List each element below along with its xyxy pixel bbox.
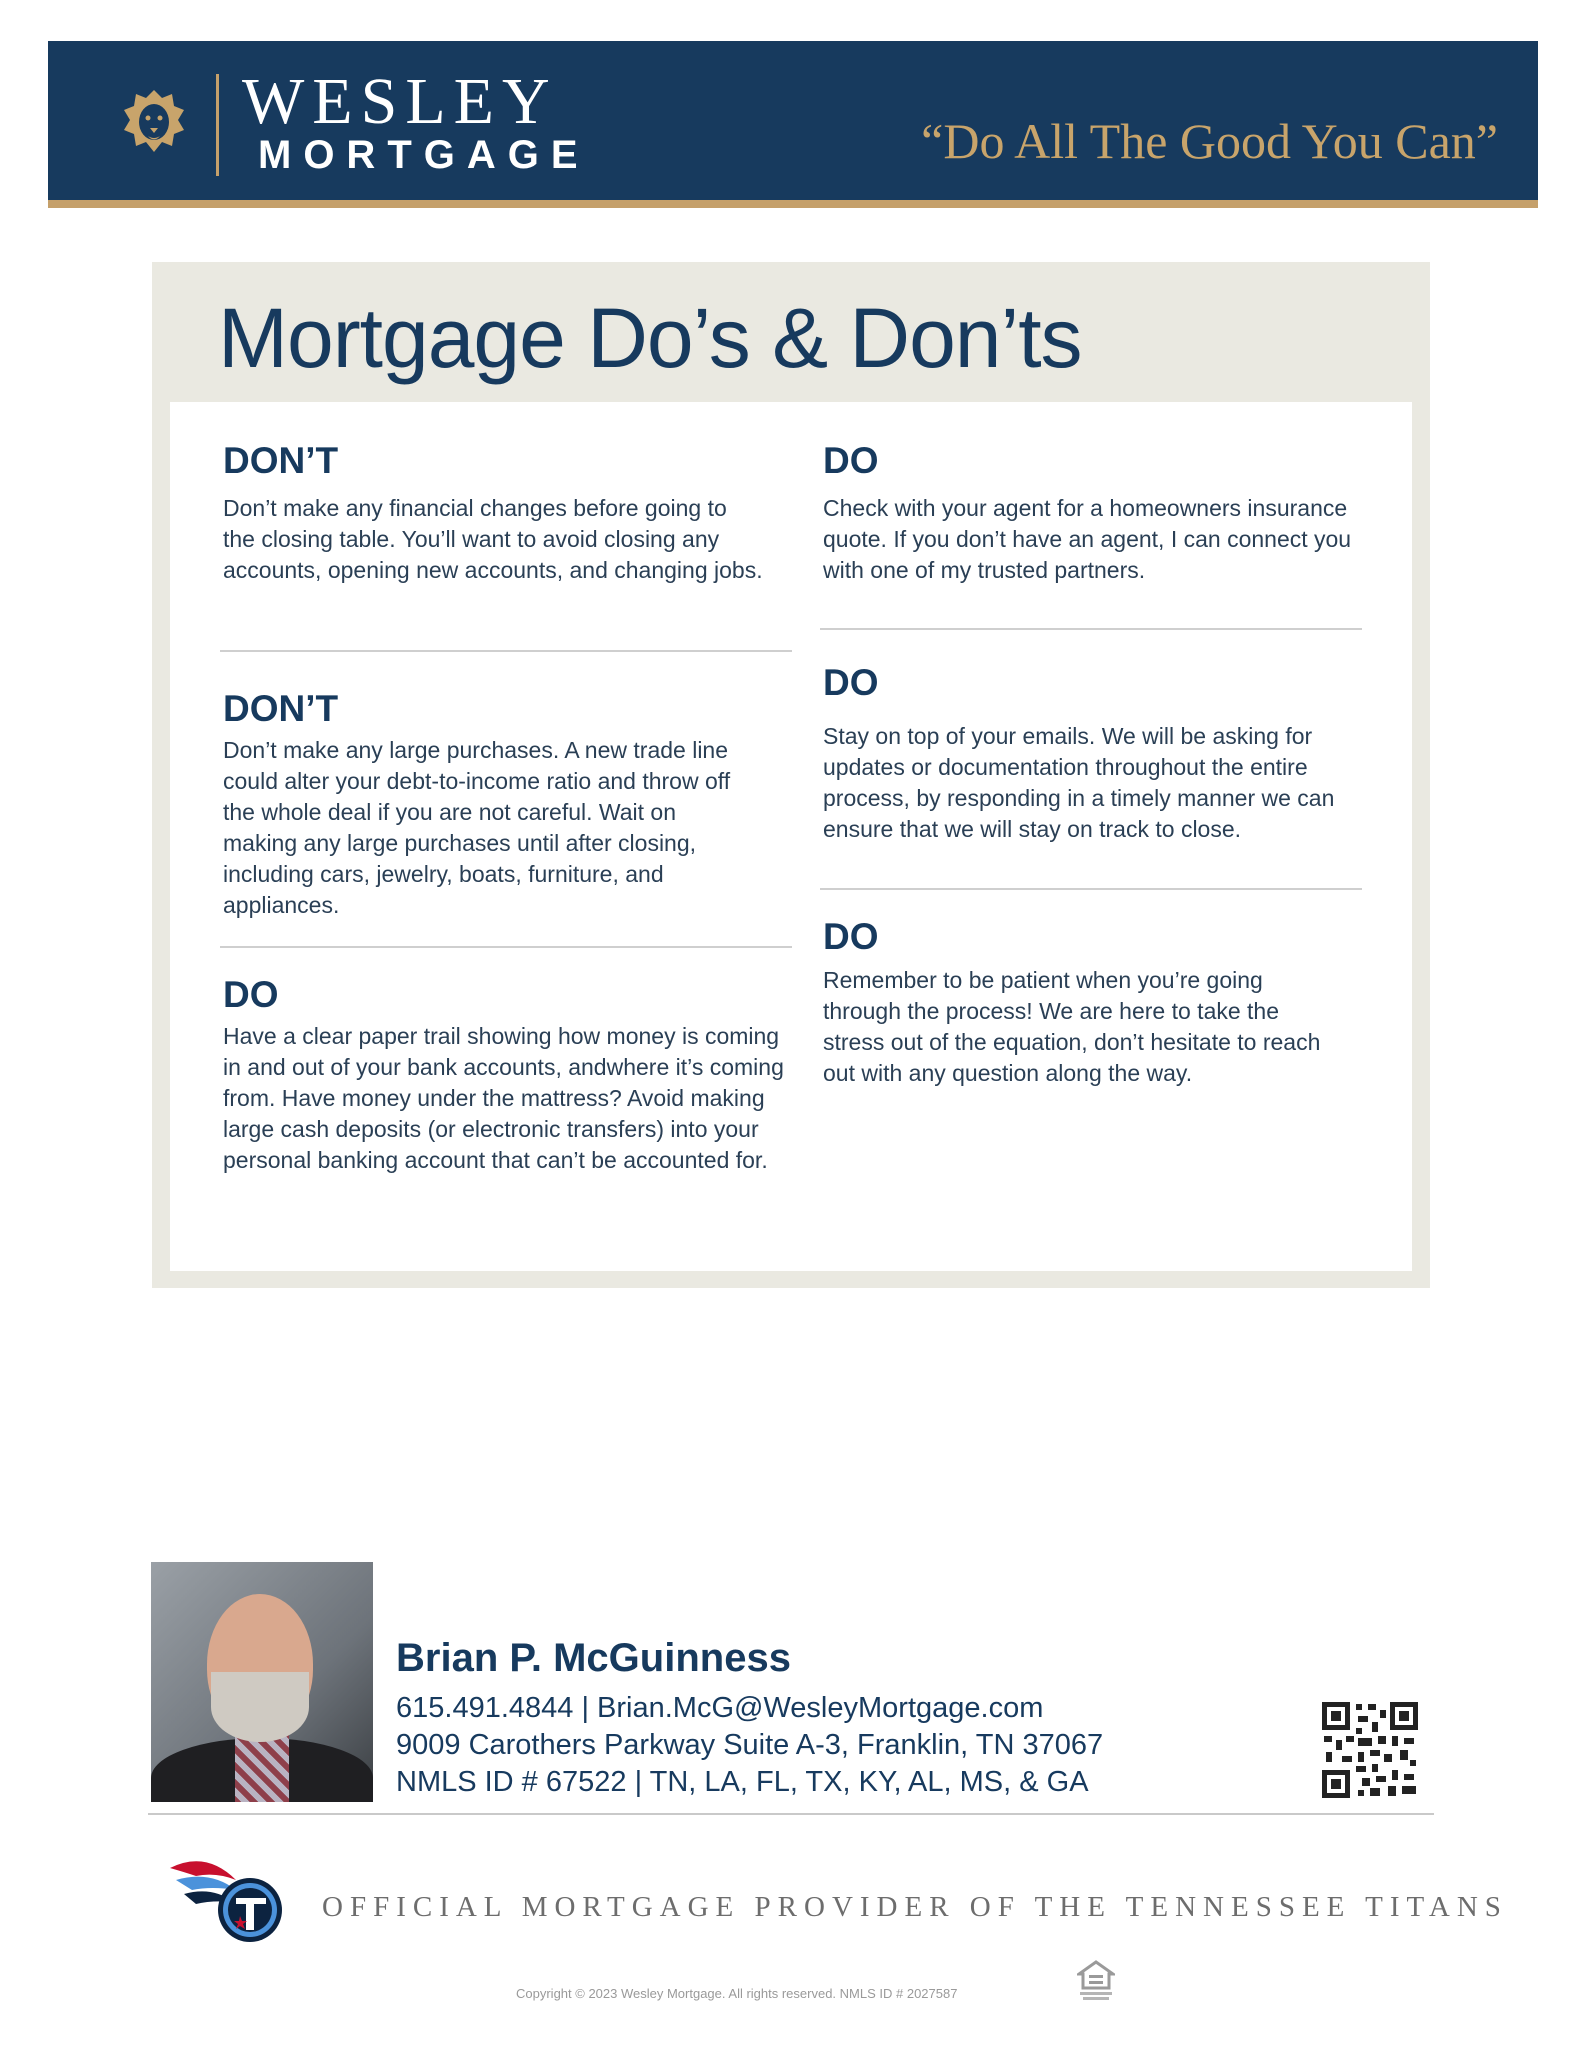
logo-divider: [216, 74, 219, 176]
agent-nmls: NMLS ID # 67522 | TN, LA, FL, TX, KY, AL, MS, & GA: [396, 1766, 1089, 1798]
lion-head-icon: [118, 86, 190, 158]
contact-divider: [148, 1813, 1434, 1815]
item-heading: DO: [823, 440, 879, 481]
list-item: [823, 664, 1353, 845]
item-heading: DO: [823, 916, 879, 957]
list-item: [223, 442, 763, 586]
agent-phone-email[interactable]: 615.491.4844 | Brian.McG@WesleyMortgage.com: [396, 1692, 1044, 1724]
item-heading: DO: [223, 974, 279, 1015]
divider: [220, 946, 792, 948]
item-body: Check with your agent for a homeowners insurance quote. If you don’t have an agent, I can connect you with one of my trusted partners.: [823, 495, 1352, 583]
titans-logo-icon: [166, 1850, 294, 1946]
copyright-text: Copyright © 2023 Wesley Mortgage. All rights reserved. NMLS ID # 2027587: [516, 1986, 958, 2001]
tagline: “Do All The Good You Can”: [921, 113, 1498, 169]
agent-name: Brian P. McGuinness: [396, 1636, 791, 1680]
list-item: [823, 442, 1383, 586]
brand-mortgage: MORTGAGE: [258, 133, 590, 177]
equal-housing-lender-icon: [1077, 1960, 1115, 2002]
brand-wesley: WESLEY: [242, 65, 558, 138]
list-item: [223, 976, 803, 1176]
item-heading: DO: [823, 662, 879, 703]
item-heading: DON’T: [223, 440, 339, 481]
agent-address: 9009 Carothers Parkway Suite A-3, Franklin, TN 37067: [396, 1729, 1104, 1761]
item-body: Don’t make any financial changes before going to the closing table. You’ll want to avoid closing any accounts, opening new accounts, and changing jobs.: [223, 495, 763, 583]
item-heading: DON’T: [223, 688, 339, 729]
header-banner: [48, 41, 1538, 208]
qr-code-icon[interactable]: [1322, 1702, 1418, 1798]
page-title: Mortgage Do’s & Don’ts: [218, 291, 1082, 385]
item-body: Stay on top of your emails. We will be asking for updates or documentation throughout the entire process, by responding in a timely manner we can ensure that we will stay on track to close.: [823, 723, 1335, 842]
item-body: Have a clear paper trail showing how money is coming in and out of your bank accounts, andwhere it’s coming from. Have money under the mattress? Avoid making large cash deposits (or electronic transfers) into your personal banking account that can’t be accounted for.: [223, 1023, 784, 1173]
list-item: [223, 690, 753, 921]
titans-sponsor-text: OFFICIAL MORTGAGE PROVIDER OF THE TENNESSEE TITANS: [322, 1891, 1508, 1923]
divider: [220, 650, 792, 652]
divider: [820, 628, 1362, 630]
agent-photo: [151, 1562, 373, 1802]
item-body: Don’t make any large purchases. A new trade line could alter your debt-to-income ratio and throw off the whole deal if you are not careful. Wait on making any large purchases until after closing, including cars, jewelry, boats, furniture, and appliances.: [223, 737, 731, 918]
divider: [820, 888, 1362, 890]
content-card: [170, 402, 1412, 1271]
list-item: [823, 918, 1333, 1089]
content-panel: [152, 262, 1430, 1288]
item-body: Remember to be patient when you’re going through the process! We are here to take the stress out of the equation, don’t hesitate to reach out with any question along the way.: [823, 967, 1321, 1086]
